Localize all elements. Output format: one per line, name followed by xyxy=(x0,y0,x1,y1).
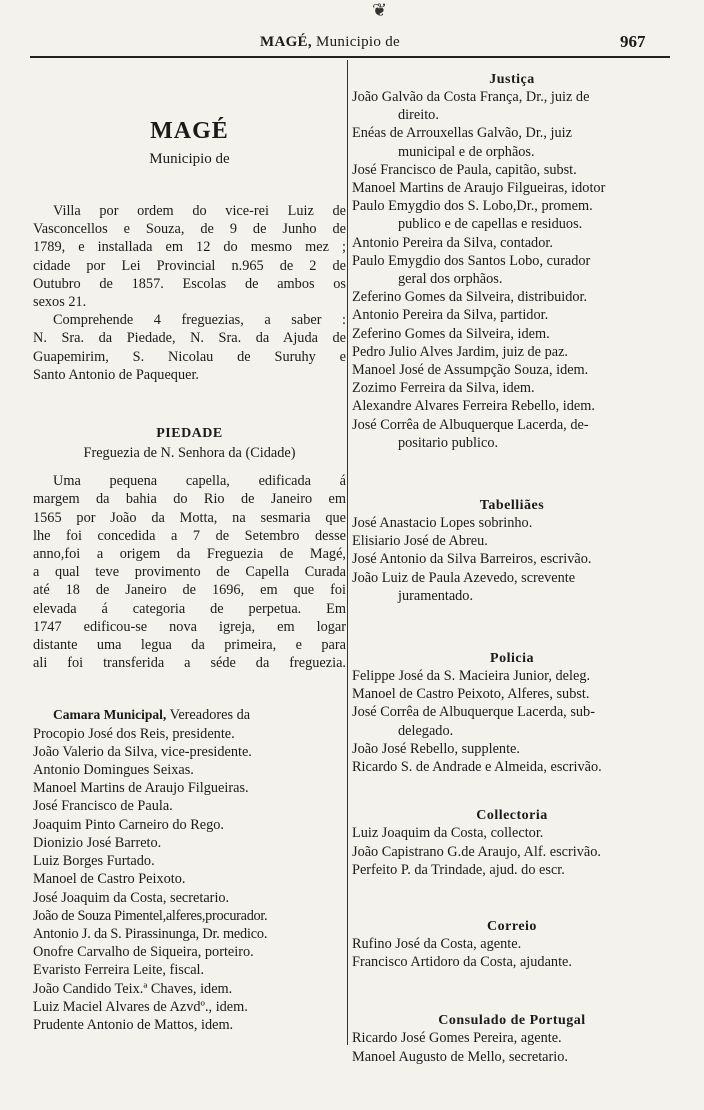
list-item: Evaristo Ferreira Leite, fiscal. xyxy=(33,962,205,979)
list-item: juramentado. xyxy=(398,587,474,604)
list-item: José Francisco de Paula, capitão, subst. xyxy=(352,161,577,178)
list-item: Dionizio José Barreto. xyxy=(33,834,162,851)
section-subheading-piedade: Freguezia de N. Senhora da (Cidade) xyxy=(83,445,296,462)
list-item: José Corrêa de Albuquerque Lacerda, sub- xyxy=(352,704,595,721)
list-item: João Valerio da Silva, vice-presidente. xyxy=(33,743,252,760)
text-line: a qual teve provimento de Capella Curada xyxy=(33,564,346,581)
intro-paragraph xyxy=(33,202,346,311)
list-item: Manoel Martins de Araujo Filgueiras. xyxy=(33,780,249,797)
tabelliaes-list xyxy=(352,514,672,605)
list-item: Ricardo José Gomes Pereira, agente. xyxy=(352,1030,562,1047)
page-title: MAGÉ xyxy=(150,118,229,144)
header-rule xyxy=(30,56,670,58)
text-line: ali foi transferida a séde da freguezia. xyxy=(33,655,346,672)
list-item: José Anastacio Lopes sobrinho. xyxy=(352,515,533,532)
text-line: até 18 de Janeiro de 1696, em que foi xyxy=(33,582,346,599)
list-item: João Candido Teix.ª Chaves, idem. xyxy=(33,980,233,997)
list-item: Felippe José da S. Macieira Junior, deleg. xyxy=(352,668,591,685)
list-item: Joaquim Pinto Carneiro do Rego. xyxy=(33,816,225,833)
piedade-paragraph xyxy=(33,472,346,672)
section-heading-collectoria: Collectoria xyxy=(476,808,548,824)
list-item: João José Rebello, supplente. xyxy=(352,740,520,757)
header-title-bold: MAGÉ, xyxy=(260,34,312,50)
text-line: cidade por Lei Provincial n.965 de 2 de xyxy=(33,257,346,274)
policia-list xyxy=(352,667,672,776)
comprehende-paragraph xyxy=(33,311,346,384)
correio-list xyxy=(352,935,672,971)
list-item: Manoel José de Assumpção Souza, idem. xyxy=(352,362,589,379)
text-line: distante uma legua da primeira, e para xyxy=(33,637,346,654)
section-heading-correio: Correio xyxy=(487,918,537,934)
list-item: geral dos orphãos. xyxy=(398,271,503,288)
list-item: Pedro Julio Alves Jardim, juiz de paz. xyxy=(352,343,569,360)
text-line: 1747 edificou-se nova igreja, em logar xyxy=(33,618,346,635)
section-heading-policia: Policia xyxy=(490,651,534,667)
list-item: Rufino José da Costa, agente. xyxy=(352,935,522,952)
list-item: Antonio Pereira da Silva, partidor. xyxy=(352,307,549,324)
text-line: lhe foi concedida a 7 de Setembro desse xyxy=(33,527,346,544)
section-heading-tabelliaes: Tabelliães xyxy=(479,498,545,514)
list-item: Manoel Martins de Araujo Filgueiras, idotor xyxy=(352,180,606,197)
list-item: José Antonio da Silva Barreiros, escrivão. xyxy=(352,551,592,568)
text-line: Uma pequena capella, edificada á xyxy=(53,473,346,490)
text-line: N. Sra. da Piedade, N. Sra. da Ajuda de xyxy=(33,330,346,347)
list-item: Zozimo Ferreira da Silva, idem. xyxy=(352,380,535,397)
running-header xyxy=(260,34,400,51)
justica-list xyxy=(352,88,672,452)
text-line: Villa por ordem do vice-rei Luiz de xyxy=(53,203,346,219)
text-line: Guapemirim, S. Nicolau de Suruhy e xyxy=(33,348,346,365)
camara-list xyxy=(33,725,346,1034)
list-item: publico e de capellas e residuos. xyxy=(398,216,583,233)
list-item: João Capistrano G.de Araujo, Alf. escrivão. xyxy=(352,843,601,860)
text-line: Comprehende 4 freguezias, a saber : xyxy=(53,312,346,329)
camara-heading-bold: Camara Municipal, xyxy=(53,707,167,723)
list-item: Ricardo S. de Andrade e Almeida, escrivão. xyxy=(352,759,602,776)
section-heading-piedade: PIEDADE xyxy=(156,426,223,442)
list-item: Manoel Augusto de Mello, secretario. xyxy=(352,1048,568,1065)
left-column xyxy=(33,60,346,1034)
list-item: Paulo Emygdio dos Santos Lobo, curador xyxy=(352,252,591,269)
camara-heading xyxy=(33,706,346,724)
list-item: Francisco Artidoro da Costa, ajudante. xyxy=(352,954,572,971)
list-item: Prudente Antonio de Mattos, idem. xyxy=(33,1016,234,1033)
text-line: 1565 por João da Motta, na sesmaria que xyxy=(33,509,346,526)
text-line: Santo Antonio de Paquequer. xyxy=(33,366,199,383)
list-item: Luiz Maciel Alvares de Azvdº., idem. xyxy=(33,998,248,1015)
list-item: positario publico. xyxy=(398,434,499,451)
list-item: Antonio J. da S. Pirassinunga, Dr. medico. xyxy=(33,925,268,942)
text-line: margem da bahia do Rio de Janeiro em xyxy=(33,491,346,508)
list-item: Luiz Borges Furtado. xyxy=(33,853,155,870)
list-item: Enéas de Arrouxellas Galvão, Dr., juiz xyxy=(352,125,572,142)
list-item: Antonio Domingues Seixas. xyxy=(33,762,194,779)
text-line: Outubro de 1857. Escolas de ambos os xyxy=(33,275,346,292)
list-item: Zeferino Gomes da Silveira, distribuidor. xyxy=(352,289,588,306)
camara-heading-rest: Vereadores da xyxy=(169,707,251,724)
list-item: Perfeito P. da Trindade, ajud. do escr. xyxy=(352,861,565,878)
list-item: Onofre Carvalho de Siqueira, porteiro. xyxy=(33,944,254,961)
list-item: delegado. xyxy=(398,722,454,739)
list-item: José Joaquim da Costa, secretario. xyxy=(33,889,230,906)
list-item: José Corrêa de Albuquerque Lacerda, de- xyxy=(352,416,589,433)
list-item: Manoel de Castro Peixoto. xyxy=(33,871,186,888)
collectoria-list xyxy=(352,824,672,879)
right-column xyxy=(352,72,672,1066)
column-divider xyxy=(347,60,348,1045)
header-title-rest: Municipio de xyxy=(315,34,400,50)
ornament-icon: ❦ xyxy=(372,0,388,20)
list-item: Procopio José dos Reis, presidente. xyxy=(33,725,235,742)
list-item: Luiz Joaquim da Costa, collector. xyxy=(352,825,544,842)
list-item: Zeferino Gomes da Silveira, idem. xyxy=(352,325,550,342)
text-line: Vasconcellos e Souza, de 9 de Junho de xyxy=(33,221,346,238)
list-item: Antonio Pereira da Silva, contador. xyxy=(352,234,553,251)
page-subtitle: Municipio de xyxy=(149,151,230,167)
section-heading-justica: Justiça xyxy=(489,72,535,87)
list-item: Manoel de Castro Peixoto, Alferes, subst. xyxy=(352,686,590,703)
page-number: 967 xyxy=(620,32,646,51)
text-line: elevada á categoria de perpetua. Em xyxy=(33,600,346,617)
list-item: João Luiz de Paula Azevedo, screvente xyxy=(352,569,576,586)
list-item: municipal e de orphãos. xyxy=(398,143,535,160)
text-line: sexos 21. xyxy=(33,294,87,311)
list-item: Alexandre Alvares Ferreira Rebello, idem. xyxy=(352,398,595,415)
list-item: Elisiario José de Abreu. xyxy=(352,533,488,550)
text-line: 1789, e installada em 12 do mesmo mez ; xyxy=(33,239,346,256)
section-heading-consulado: Consulado de Portugal xyxy=(438,1013,586,1029)
list-item: direito. xyxy=(398,107,439,124)
list-item: José Francisco de Paula. xyxy=(33,798,173,815)
list-item: Paulo Emygdio dos S. Lobo,Dr., promem. xyxy=(352,198,593,215)
text-line: anno,foi a origem da Freguezia de Magé, xyxy=(33,546,346,563)
list-item: João Galvão da Costa França, Dr., juiz de xyxy=(352,89,590,105)
list-item: João de Souza Pimentel,alferes,procurador. xyxy=(33,907,268,924)
consulado-list xyxy=(352,1029,672,1065)
